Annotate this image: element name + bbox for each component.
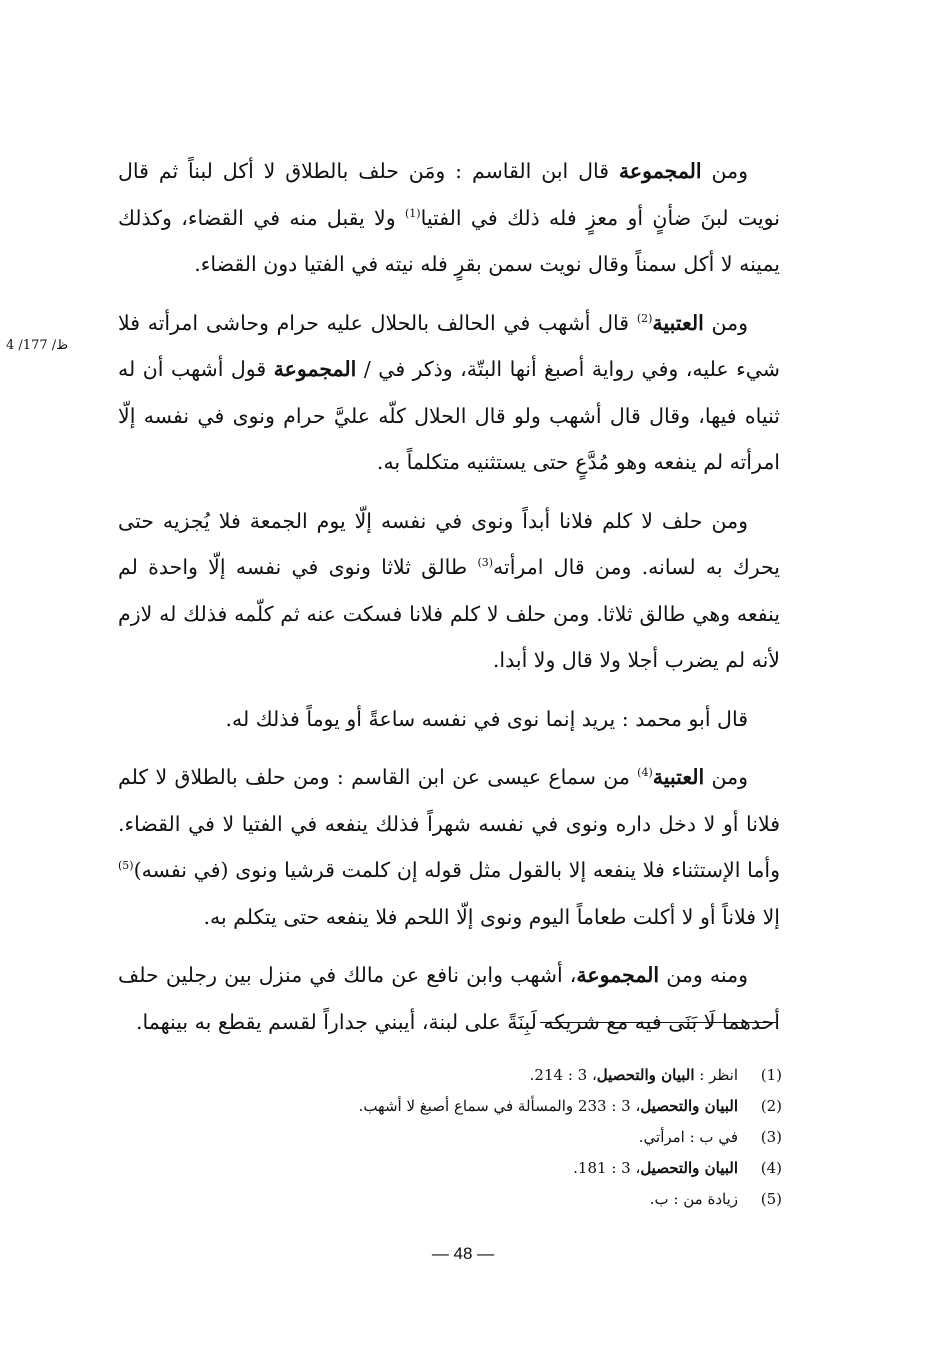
- paragraph: [118, 300, 780, 486]
- footnote-text: [300, 1122, 738, 1153]
- footnote-item: [300, 1184, 782, 1215]
- margin-folio-note: ظ/ 177/ 4: [6, 338, 69, 353]
- footnote-ref: (1): [404, 206, 421, 220]
- footnote-text: [300, 1060, 738, 1091]
- footnote-ref: (4): [637, 766, 653, 780]
- footnote-ref: (3): [477, 556, 494, 570]
- text-run: ومن: [701, 159, 748, 183]
- text-run: ومن حلف لا كلم فلانا أبداً ونوى في نفسه إلّا يوم الجمعة فلا يُجزيه حتى يحرك به لسانه. ومن قال امرأته: [118, 508, 780, 579]
- text-run: طالق ثلاثا ونوى في نفسه إلّا واحدة لم ينفعه وهي طالق ثلاثا. ومن حلف لا كلم فلانا فسكت عنه ثم كلّمه فذلك له لازم لأنه لم يضرب أجلا ولا قال ولا أبدا.: [118, 555, 780, 672]
- footnote-number: (1): [760, 1066, 782, 1084]
- footnote-item: [300, 1122, 782, 1153]
- footnote-number: (3): [760, 1128, 782, 1146]
- footnote-ref: (5): [118, 859, 134, 873]
- text-run: قال ابن القاسم : ومَن حلف بالطلاق لا أكل لبناً ثم قال نويت لبنَ ضأنٍ أو معزٍ فله ذلك في الفتيا: [118, 159, 780, 230]
- footnote-number: (5): [760, 1190, 782, 1208]
- footnote-separator: [540, 1022, 776, 1023]
- text-run: قول أشهب أن له ثنياه فيها، وقال قال أشهب ولو قال الحلال كلّه عليَّ حرام ونوى في نفسه إلّا امرأته لم ينفعه وهو مُدَّعٍ حتى يستثنيه متكلماً به.: [118, 357, 780, 474]
- footnote-item: [300, 1153, 782, 1184]
- footnote-text: [300, 1091, 738, 1122]
- paragraph: [118, 498, 780, 684]
- source-title: البيان والتحصيل: [640, 1159, 738, 1177]
- text-run: ومن: [704, 765, 748, 789]
- paragraph: [118, 754, 780, 940]
- text-run: ، أشهب وابن نافع عن مالك في منزل بين رجلين حلف أحدهما لَا بَنَى فيه مع شريكه لَبِنَةً على لبنة، أيبني جداراً لقسم يقطع به بينهما.: [118, 963, 780, 1034]
- footnote-number: (4): [760, 1159, 782, 1177]
- footnotes: [300, 1060, 782, 1215]
- source-title: المجموعة: [618, 159, 702, 183]
- text-run: قال أبو محمد : يريد إنما نوى في نفسه ساعةً أو يوماً فذلك له.: [225, 706, 748, 731]
- source-title: العتبية: [652, 765, 705, 789]
- source-title: العتبية: [652, 310, 704, 335]
- footnote-number: (2): [760, 1097, 782, 1115]
- source-title: البيان والتحصيل: [640, 1097, 738, 1115]
- footnote-text: [300, 1153, 738, 1184]
- paragraph: [118, 952, 780, 1045]
- text-run: قال أشهب في الحالف بالحلال عليه حرام وحاشى امرأته فلا شيء عليه، وفي رواية أصبغ أنها البتّة، وذكر في /: [118, 310, 780, 381]
- text-run: من سماع عيسى عن ابن القاسم : ومن حلف بالطلاق لا كلم فلانا أو لا دخل داره ونوى في نفسه شهراً فذلك ينفعه في الفتيا لا في القضاء. وأما الإستثناء فلا ينفعه إلا بالقول مثل قوله إن كلمت قرشيا ونوى (في نفسه): [118, 765, 780, 882]
- text-run: انظر :: [694, 1066, 738, 1084]
- text-run: إلا فلاناً أو لا أكلت طعاماً اليوم ونوى إلّا اللحم فلا ينفعه حتى يتكلم به.: [203, 904, 780, 929]
- text-run: ، 3 : 233 والمسألة في سماع أصبغ لا أشهب.: [358, 1097, 641, 1115]
- text-run: ، 3 : 214.: [529, 1066, 597, 1084]
- source-title: المجموعة: [576, 963, 660, 987]
- main-text: [118, 148, 780, 1057]
- source-title: المجموعة: [273, 357, 357, 381]
- text-run: زيادة من : ب.: [649, 1190, 738, 1208]
- text-run: ، 3 : 181.: [573, 1159, 641, 1177]
- paragraph: [118, 696, 780, 743]
- source-title: البيان والتحصيل: [596, 1066, 695, 1084]
- footnote-text: [300, 1184, 738, 1215]
- footnote-item: [300, 1060, 782, 1091]
- text-run: ومن: [703, 310, 748, 335]
- footnote-item: [300, 1091, 782, 1122]
- text-run: في ب : امرأتي.: [638, 1128, 738, 1146]
- footnote-ref: (2): [636, 311, 653, 325]
- page-number: — 48 —: [431, 1244, 495, 1263]
- text-run: ولا يقبل منه في القضاء، وكذلك يمينه لا أكل سمناً وقال نويت سمن بقرٍ فله نيته في الفتيا دون القضاء.: [118, 205, 780, 276]
- text-run: ومنه ومن: [659, 963, 748, 987]
- paragraph: [118, 148, 780, 288]
